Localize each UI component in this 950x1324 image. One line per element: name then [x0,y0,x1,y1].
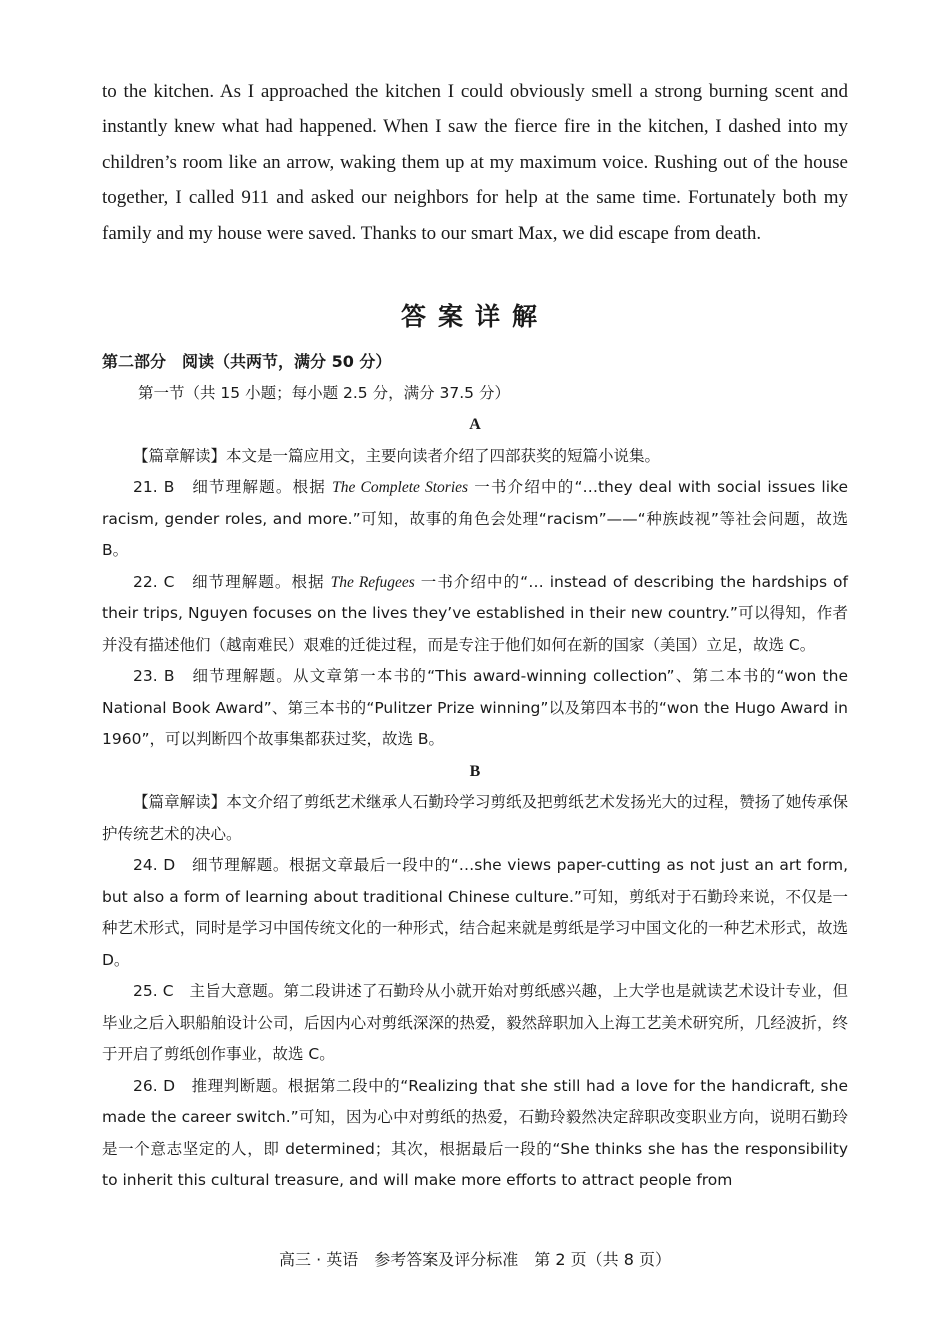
answer-24: 24. D 细节理解题。根据文章最后一段中的“…she views paper-cutting as not just an art form, but also a form of learning about traditional Chinese culture.”可知，剪纸对于石勤玲来说，不仅是一种艺术形式，同时是学习中国传统文化的一种形式，结合起来就是剪纸是学习中国文化的一种艺术形式，故选 D。 [102,856,848,969]
book-title: The Complete Stories [332,479,469,496]
answer-21: 21. B 细节理解题。根据 The Complete Stories 一书介绍中的“…they deal with social issues like racism, gender roles, and more.”可知，故事的角色会处理“racism”——“种族歧视”等社会问题，故选 B。 [102,478,848,559]
passage-a-letter: A [469,416,481,433]
answer-explanations [102,346,848,1197]
answer-26: 26. D 推理判断题。根据第二段中的“Realizing that she still had a love for the handicraft, she made the career switch.”可知，因为心中对剪纸的热爱，石勤玲毅然决定辞职改变职业方向，说明石勤玲是一个意志坚定的人，即 determined；其次，根据最后一段的“She thinks she has the responsibility to inherit this cultural treasure, and will make more efforts to attract people from [102,1076,848,1189]
page-footer: 高三 · 英语 参考答案及评分标准 第 2 页（共 8 页） [279,1250,671,1269]
passage-b-letter: B [469,762,481,780]
book-title: The Refugees [330,573,415,591]
passage-a-summary: 【篇章解读】本文是一篇应用文，主要向读者介绍了四部获奖的短篇小说集。 [133,446,661,465]
sub-heading: 第一节（共 15 小题；每小题 2.5 分，满分 37.5 分） [138,383,510,402]
passage-b-summary: 【篇章解读】本文介绍了剪纸艺术继承人石勤玲学习剪纸及把剪纸艺术发扬光大的过程，赞扬了她传承保护传统艺术的决心。 [102,793,848,843]
english-passage-continuation: to the kitchen. As I approached the kitchen I could obviously smell a strong burning scent and instantly knew what had happened. When I saw the fierce fire in the kitchen, I dashed into my children’s room like an arrow, waking them up at my maximum voice. Rushing out of the house together, I called 911 and asked our neighbors for help at the same time. Fortunately both my family and my house were saved. Thanks to our smart Max, we did escape from death. [102,81,848,244]
section-title: 答案详解 [400,302,549,331]
part-heading: 第二部分 阅读（共两节，满分 50 分） [102,352,392,371]
answer-25: 25. C 主旨大意题。第二段讲述了石勤玲从小就开始对剪纸感兴趣，上大学也是就读艺术设计专业，但毕业之后入职船舶设计公司，后因内心对剪纸深深的热爱，毅然辞职加入上海工艺美术研究所，几经波折，终于开启了剪纸创作事业，故选 C。 [102,982,848,1063]
answer-22: 22. C 细节理解题。根据 The Refugees 一书介绍中的“… instead of describing the hardships of their trips, Nguyen focuses on the lives they’ve established in their new country.”可以得知，作者并没有描述他们（越南难民）艰难的迁徙过程，而是专注于他们如何在新的国家（美国）立足，故选 C。 [102,572,848,654]
answer-23: 23. B 细节理解题。从文章第一本书的“This award-winning collection”、第二本书的“won the National Book Award”、第三本书的“Pulitzer Prize winning”以及第四本书的“won the Hugo Award in 1960”，可以判断四个故事集都获过奖，故选 B。 [102,667,848,748]
